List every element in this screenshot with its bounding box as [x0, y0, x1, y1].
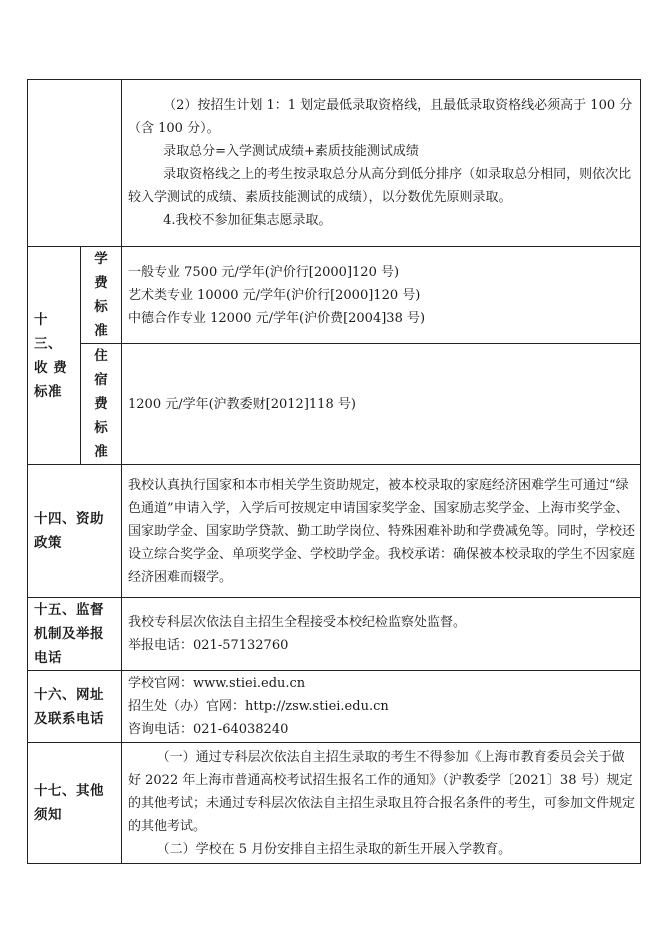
supervision-text: 我校专科层次依法自主招生全程接受本校纪检监察处监督。 [128, 615, 467, 630]
lodging-row [28, 344, 641, 465]
label-char: 标 [94, 420, 108, 436]
contact-heading: 十六、网址及联系电话 [28, 671, 122, 743]
aid-paragraph: 我校认真执行国家和本市相关学生资助规定，被本校录取的家庭经济困难学生可通过“绿色通道”申请入学，入学后可按规定申请国家奖学金、国家励志奖学金、上海市奖学金、国家助学金、国家助学贷款、勤工助学岗位、特殊困难补助和学费减免等。同时，学校还设立综合奖学金、单项奖学金、学校助学金。我校承诺：确保被本校录取的学生不因家庭经济困难而辍学。 [128, 477, 636, 585]
notes-content [122, 743, 641, 864]
notes-paragraph-2: （二）学校在 5 月份安排自主招生录取的新生开展入学教育。 [156, 841, 512, 857]
supervision-content [122, 598, 641, 671]
fees-heading: 十三、收 费标准 [28, 247, 81, 465]
aid-row [28, 465, 641, 598]
label-char: 准 [94, 323, 108, 339]
label-char: 住 [94, 348, 108, 364]
lodging-content [122, 344, 641, 465]
enrollment-content [122, 80, 641, 247]
no-solicitation-paragraph: 4.我校不参加征集志愿录取。 [163, 213, 332, 228]
consultation-phone: 咨询电话：021-64038240 [128, 722, 289, 737]
tuition-row [28, 247, 641, 344]
label-char: 费 [94, 275, 108, 291]
label-char: 标 [94, 299, 108, 315]
lodging-label-text [81, 344, 121, 464]
tuition-art: 艺术类专业 10000 元/学年(沪价行[2000]120 号) [128, 287, 421, 303]
notes-heading: 十七、其他须知 [28, 743, 122, 864]
tuition-label-text [81, 247, 121, 343]
enrollment-rule-paragraph: （2）按招生计划 1：1 划定最低录取资格线，且最低录取资格线必须高于 100 分（含 100 分）。 [128, 98, 633, 136]
enrollment-heading-cell [28, 80, 122, 247]
report-phone: 举报电话：021-57132760 [128, 638, 289, 653]
lodging-fee: 1200 元/学年(沪教委财[2012]118 号) [128, 396, 356, 412]
contact-content [122, 671, 641, 743]
label-char: 学 [94, 251, 108, 267]
tuition-label [81, 247, 122, 344]
supervision-heading: 十五、监督机制及举报电话 [28, 598, 122, 671]
admissions-office-website: 招生处（办）官网：http://zsw.stiei.edu.cn [128, 699, 389, 714]
supervision-row [28, 598, 641, 671]
contact-row [28, 671, 641, 743]
notes-paragraph-1: （一）通过专科层次依法自主招生录取的考生不得参加《上海市教育委员会关于做好 2022 年上海市普通高校考试招生报名工作的通知》（沪教委学〔2021〕38 号）规定的其他考试；未通过专科层次依法自主招生录取且符合报名条件的考生，可参加文件规定的其他考试。 [128, 749, 636, 834]
aid-content [122, 465, 641, 598]
tuition-content [122, 247, 641, 344]
notes-row [28, 743, 641, 864]
total-score-formula: 录取总分=入学测试成绩+素质技能测试成绩 [163, 144, 419, 159]
ranking-paragraph: 录取资格线之上的考生按录取总分从高分到低分排序（如录取总分相同，则依次比较入学测试的成绩、素质技能测试的成绩），以分数优先原则录取。 [128, 167, 632, 205]
school-website: 学校官网：www.stiei.edu.cn [128, 676, 306, 691]
lodging-label [81, 344, 122, 465]
admissions-table [27, 79, 641, 864]
label-char: 准 [94, 444, 108, 460]
tuition-sino-german: 中德合作专业 12000 元/学年(沪价费[2004]38 号) [128, 310, 426, 326]
tuition-general: 一般专业 7500 元/学年(沪价行[2000]120 号) [128, 264, 400, 280]
label-char: 宿 [94, 372, 108, 388]
label-char: 费 [94, 396, 108, 412]
aid-heading: 十四、资助政策 [28, 465, 122, 598]
enrollment-row [28, 80, 641, 247]
